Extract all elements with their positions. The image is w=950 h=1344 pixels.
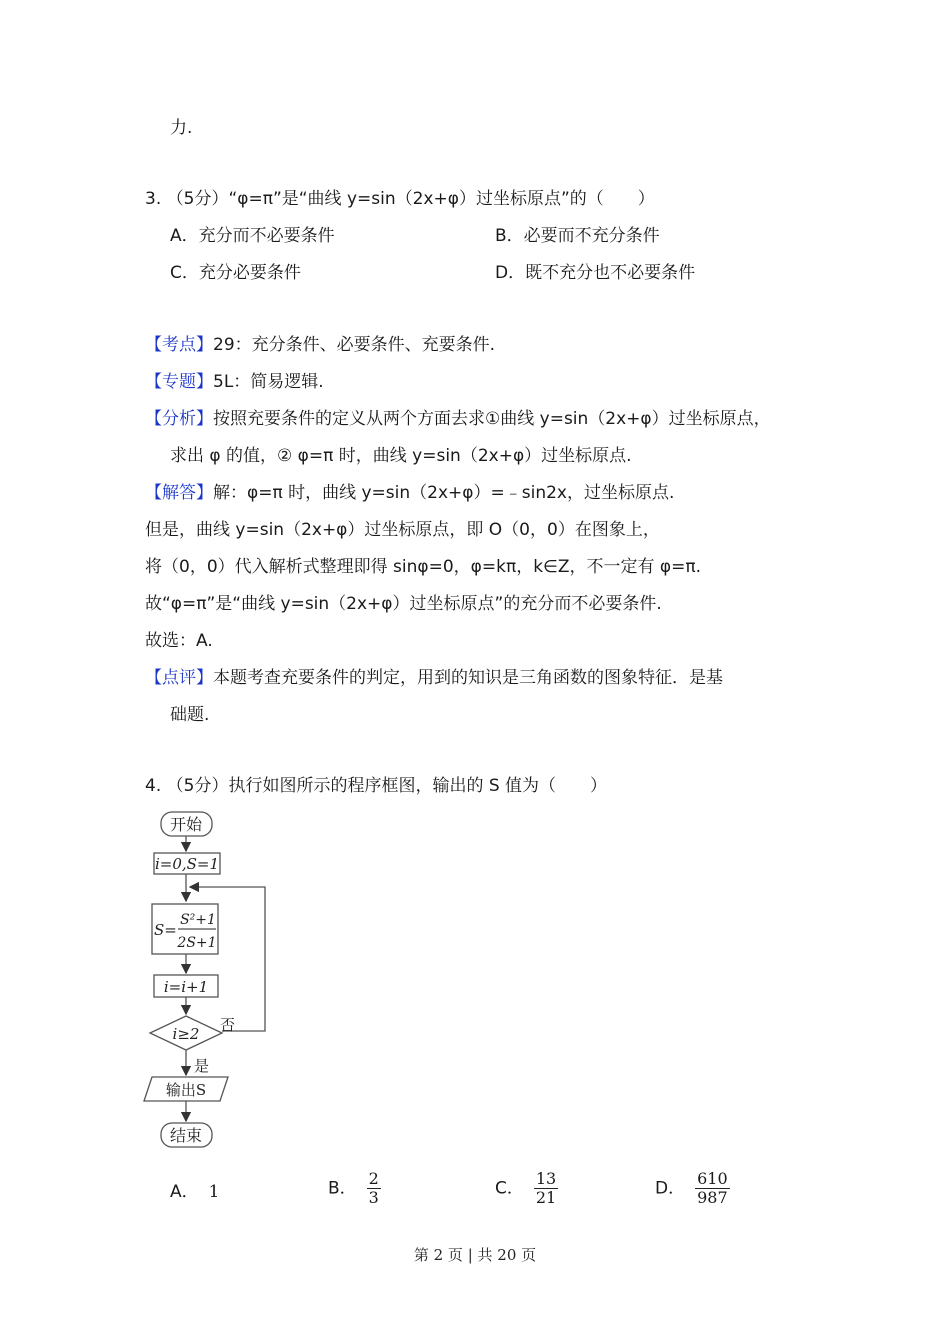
fraction bbox=[534, 1170, 558, 1207]
fraction-numerator: 2 bbox=[368, 1169, 379, 1188]
previous-question-tail: 力. bbox=[170, 118, 193, 138]
option-label: A． bbox=[170, 226, 199, 246]
flow-yes-label: 是 bbox=[194, 1057, 210, 1075]
q3-option-b[interactable] bbox=[495, 224, 660, 248]
fraction-denominator: 21 bbox=[535, 1188, 557, 1207]
q4-option-b[interactable] bbox=[328, 1170, 381, 1207]
option-text: 必要而不充分条件 bbox=[523, 226, 660, 246]
flow-end-label: 结束 bbox=[169, 1126, 203, 1145]
fraction-numerator: 13 bbox=[535, 1169, 557, 1188]
question-3-stem: 3. （5分）“φ=π”是“曲线 y=sin（2x+φ）过坐标原点”的（ ） bbox=[145, 189, 655, 209]
flow-no-label: 否 bbox=[220, 1016, 236, 1034]
flow-start-label: 开始 bbox=[169, 815, 203, 834]
flow-assign-numerator: S²+1 bbox=[180, 912, 216, 928]
page-footer: 第 2 页 | 共 20 页 bbox=[413, 1246, 537, 1264]
option-label: D． bbox=[495, 263, 526, 283]
option-label: D． bbox=[655, 1178, 686, 1199]
solution-line: 但是，曲线 y=sin（2x+φ）过坐标原点，即 O（0，0）在图象上， bbox=[145, 520, 660, 540]
option-label: A． bbox=[170, 1182, 199, 1202]
jieda-text: 解：φ=π 时，曲线 y=sin（2x+φ）=﹣sin2x，过坐标原点. bbox=[213, 483, 675, 503]
solution-line: 故“φ=π”是“曲线 y=sin（2x+φ）过坐标原点”的充分而不必要条件. bbox=[145, 594, 662, 614]
q3-option-d[interactable] bbox=[495, 261, 695, 285]
option-label: C． bbox=[495, 1178, 524, 1199]
fenxi-text-continued: 求出 φ 的值，② φ=π 时，曲线 y=sin（2x+φ）过坐标原点. bbox=[170, 446, 632, 466]
zhuanti-text: 5L：简易逻辑. bbox=[213, 372, 324, 392]
fraction-numerator: 610 bbox=[697, 1169, 728, 1188]
flow-condition-label: i≥2 bbox=[172, 1025, 200, 1043]
fraction bbox=[695, 1170, 730, 1207]
fenxi-text: 按照充要条件的定义从两个方面去求①曲线 y=sin（2x+φ）过坐标原点， bbox=[213, 409, 771, 429]
dianping-section bbox=[145, 666, 723, 690]
option-text: 充分必要条件 bbox=[198, 263, 301, 283]
option-label: B． bbox=[328, 1178, 357, 1199]
flow-init-label: i=0,S=1 bbox=[154, 855, 220, 873]
option-label: C． bbox=[170, 263, 199, 283]
option-text: 既不充分也不必要条件 bbox=[525, 263, 696, 283]
kaodian-text: 29：充分条件、必要条件、充要条件. bbox=[213, 335, 496, 355]
zhuanti-tag: 【专题】 bbox=[145, 372, 213, 392]
option-text: 充分而不必要条件 bbox=[198, 226, 335, 246]
question-4-stem: 4. （5分）执行如图所示的程序框图，输出的 S 值为（ ） bbox=[145, 776, 608, 796]
jieda-section bbox=[145, 481, 674, 505]
q4-option-d[interactable] bbox=[655, 1170, 730, 1207]
kaodian-tag: 【考点】 bbox=[145, 335, 213, 355]
flow-assign-denominator: 2S+1 bbox=[177, 935, 217, 951]
dianping-tag: 【点评】 bbox=[145, 668, 213, 688]
option-label: B． bbox=[495, 226, 524, 246]
flow-increment-label: i=i+1 bbox=[163, 978, 209, 996]
fenxi-tag: 【分析】 bbox=[145, 409, 213, 429]
q3-option-c[interactable] bbox=[170, 261, 301, 285]
kaodian-section bbox=[145, 333, 495, 357]
fraction bbox=[367, 1170, 381, 1207]
flow-assign-lhs: S= bbox=[154, 921, 177, 939]
q4-option-a[interactable] bbox=[170, 1180, 219, 1204]
zhuanti-section bbox=[145, 370, 324, 394]
option-value: 1 bbox=[208, 1182, 220, 1202]
dianping-text: 本题考查充要条件的判定，用到的知识是三角函数的图象特征．是基 bbox=[213, 668, 723, 688]
fenxi-section bbox=[145, 407, 771, 431]
program-flowchart bbox=[140, 805, 280, 1155]
fraction-denominator: 987 bbox=[697, 1188, 728, 1207]
q4-option-c[interactable] bbox=[495, 1170, 558, 1207]
jieda-tag: 【解答】 bbox=[145, 483, 213, 503]
q3-option-a[interactable] bbox=[170, 224, 335, 248]
dianping-text-continued: 础题. bbox=[170, 705, 210, 725]
flow-output-label: 输出S bbox=[165, 1081, 207, 1099]
fraction-denominator: 3 bbox=[368, 1188, 379, 1207]
solution-line: 将（0，0）代入解析式整理即得 sinφ=0，φ=kπ，k∈Z，不一定有 φ=π. bbox=[145, 557, 702, 577]
solution-line: 故选：A. bbox=[145, 631, 213, 651]
